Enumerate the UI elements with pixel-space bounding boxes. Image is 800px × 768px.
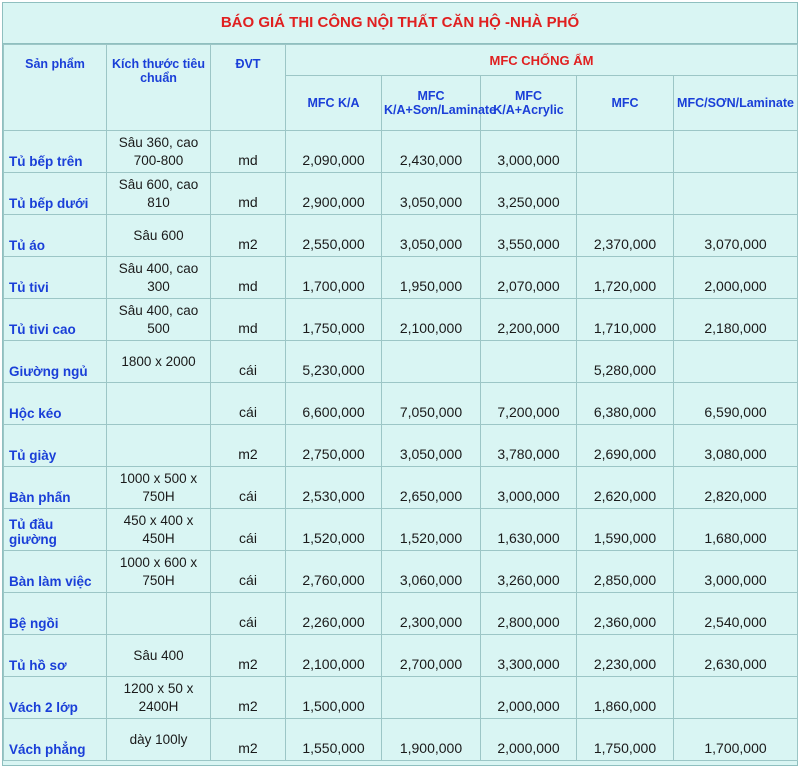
price-cell — [674, 677, 798, 719]
unit-cell: m2 — [211, 425, 286, 467]
price-cell: 2,360,000 — [577, 593, 674, 635]
price-cell: 2,620,000 — [577, 467, 674, 509]
header-col-2: MFC K/A+Sơn/Laminate — [382, 76, 481, 131]
size-cell: Sâu 400, cao 300 — [107, 257, 211, 299]
price-cell: 6,590,000 — [674, 383, 798, 425]
price-cell: 2,230,000 — [577, 635, 674, 677]
table-row — [4, 257, 798, 299]
header-col-3: MFC K/A+Acrylic — [481, 76, 577, 131]
price-cell: 2,650,000 — [382, 467, 481, 509]
price-cell — [481, 341, 577, 383]
unit-cell: cái — [211, 509, 286, 551]
price-cell: 2,430,000 — [382, 131, 481, 173]
price-cell: 3,000,000 — [481, 467, 577, 509]
product-name-cell: Tủ hồ sơ — [4, 635, 107, 677]
price-cell: 1,950,000 — [382, 257, 481, 299]
price-cell: 3,550,000 — [481, 215, 577, 257]
price-cell: 3,050,000 — [382, 425, 481, 467]
price-cell — [577, 173, 674, 215]
price-cell: 2,540,000 — [674, 593, 798, 635]
price-cell: 7,200,000 — [481, 383, 577, 425]
page-title: BÁO GIÁ THI CÔNG NỘI THẤT CĂN HỘ -NHÀ PHỐ — [3, 3, 797, 44]
price-cell: 2,180,000 — [674, 299, 798, 341]
price-cell: 5,280,000 — [577, 341, 674, 383]
product-name-cell: Tủ tivi — [4, 257, 107, 299]
price-cell: 2,530,000 — [286, 467, 382, 509]
unit-cell: m2 — [211, 719, 286, 761]
price-cell: 2,690,000 — [577, 425, 674, 467]
price-sheet — [2, 2, 798, 766]
price-cell: 3,050,000 — [382, 215, 481, 257]
price-cell — [382, 677, 481, 719]
price-cell: 2,000,000 — [481, 719, 577, 761]
unit-cell: cái — [211, 341, 286, 383]
product-name-cell: Giường ngủ — [4, 341, 107, 383]
size-cell: Sâu 400, cao 500 — [107, 299, 211, 341]
unit-cell: m2 — [211, 215, 286, 257]
unit-cell: md — [211, 257, 286, 299]
price-cell: 1,520,000 — [286, 509, 382, 551]
price-cell: 3,070,000 — [674, 215, 798, 257]
price-table — [3, 44, 798, 761]
size-cell: 1800 x 2000 — [107, 341, 211, 383]
size-cell: 1000 x 600 x 750H — [107, 551, 211, 593]
price-cell: 2,900,000 — [286, 173, 382, 215]
product-name-cell: Tủ áo — [4, 215, 107, 257]
price-cell: 3,260,000 — [481, 551, 577, 593]
product-name-cell: Tủ bếp trên — [4, 131, 107, 173]
price-cell: 1,520,000 — [382, 509, 481, 551]
unit-cell: md — [211, 131, 286, 173]
price-cell: 1,900,000 — [382, 719, 481, 761]
price-cell: 2,090,000 — [286, 131, 382, 173]
table-row — [4, 173, 798, 215]
price-cell: 2,800,000 — [481, 593, 577, 635]
price-cell: 3,000,000 — [481, 131, 577, 173]
price-cell: 2,550,000 — [286, 215, 382, 257]
price-cell: 2,850,000 — [577, 551, 674, 593]
size-cell — [107, 425, 211, 467]
product-name-cell: Tủ giày — [4, 425, 107, 467]
unit-cell: cái — [211, 467, 286, 509]
product-name-cell: Bàn phấn — [4, 467, 107, 509]
price-cell: 2,370,000 — [577, 215, 674, 257]
product-name-cell: Vách 2 lớp — [4, 677, 107, 719]
header-col-1: MFC K/A — [286, 76, 382, 131]
unit-cell: md — [211, 173, 286, 215]
price-cell: 1,700,000 — [674, 719, 798, 761]
price-cell — [674, 341, 798, 383]
table-row — [4, 341, 798, 383]
price-cell: 2,630,000 — [674, 635, 798, 677]
unit-cell: cái — [211, 551, 286, 593]
price-cell: 7,050,000 — [382, 383, 481, 425]
price-cell: 5,230,000 — [286, 341, 382, 383]
price-cell: 1,590,000 — [577, 509, 674, 551]
price-cell — [674, 131, 798, 173]
table-row — [4, 509, 798, 551]
size-cell — [107, 593, 211, 635]
price-cell: 1,750,000 — [577, 719, 674, 761]
price-cell: 1,750,000 — [286, 299, 382, 341]
price-cell: 2,100,000 — [382, 299, 481, 341]
price-cell — [577, 131, 674, 173]
product-name-cell: Tủ đầu giường — [4, 509, 107, 551]
size-cell — [107, 383, 211, 425]
size-cell: Sâu 600, cao 810 — [107, 173, 211, 215]
price-cell: 2,750,000 — [286, 425, 382, 467]
header-col-4: MFC — [577, 76, 674, 131]
price-cell: 3,300,000 — [481, 635, 577, 677]
size-cell: 1000 x 500 x 750H — [107, 467, 211, 509]
price-cell: 6,600,000 — [286, 383, 382, 425]
price-cell: 1,710,000 — [577, 299, 674, 341]
product-name-cell: Hộc kéo — [4, 383, 107, 425]
product-name-cell: Vách phẳng — [4, 719, 107, 761]
price-cell — [674, 173, 798, 215]
price-cell: 2,070,000 — [481, 257, 577, 299]
unit-cell: cái — [211, 383, 286, 425]
price-cell: 3,250,000 — [481, 173, 577, 215]
price-cell: 1,700,000 — [286, 257, 382, 299]
price-cell: 1,680,000 — [674, 509, 798, 551]
price-cell: 3,080,000 — [674, 425, 798, 467]
price-cell: 3,780,000 — [481, 425, 577, 467]
price-cell: 2,300,000 — [382, 593, 481, 635]
unit-cell: m2 — [211, 635, 286, 677]
header-unit: ĐVT — [211, 45, 286, 131]
table-body — [4, 131, 798, 761]
price-cell: 2,820,000 — [674, 467, 798, 509]
unit-cell: md — [211, 299, 286, 341]
size-cell: 450 x 400 x 450H — [107, 509, 211, 551]
price-cell: 2,260,000 — [286, 593, 382, 635]
unit-cell: m2 — [211, 677, 286, 719]
header-product: Sản phẩm — [4, 45, 107, 131]
table-row — [4, 593, 798, 635]
table-row — [4, 551, 798, 593]
product-name-cell: Bàn làm việc — [4, 551, 107, 593]
table-row — [4, 719, 798, 761]
price-cell: 2,000,000 — [481, 677, 577, 719]
table-row — [4, 425, 798, 467]
price-cell: 1,550,000 — [286, 719, 382, 761]
product-name-cell: Bệ ngồi — [4, 593, 107, 635]
price-cell: 2,100,000 — [286, 635, 382, 677]
table-row — [4, 215, 798, 257]
table-row — [4, 299, 798, 341]
price-cell: 2,760,000 — [286, 551, 382, 593]
table-row — [4, 635, 798, 677]
price-cell: 3,000,000 — [674, 551, 798, 593]
price-cell: 1,720,000 — [577, 257, 674, 299]
price-cell: 2,000,000 — [674, 257, 798, 299]
price-cell: 1,500,000 — [286, 677, 382, 719]
price-cell: 6,380,000 — [577, 383, 674, 425]
header-size: Kích thước tiêu chuẩn — [107, 45, 211, 131]
table-row — [4, 677, 798, 719]
size-cell: Sâu 360, cao 700-800 — [107, 131, 211, 173]
price-cell: 3,060,000 — [382, 551, 481, 593]
table-row — [4, 467, 798, 509]
size-cell: Sâu 600 — [107, 215, 211, 257]
table-row — [4, 131, 798, 173]
header-col-5: MFC/SƠN/Laminate — [674, 76, 798, 131]
price-cell — [382, 341, 481, 383]
price-cell: 2,700,000 — [382, 635, 481, 677]
size-cell: dày 100ly — [107, 719, 211, 761]
header-group: MFC CHỐNG ẨM — [286, 45, 798, 76]
table-row — [4, 383, 798, 425]
unit-cell: cái — [211, 593, 286, 635]
price-cell: 2,200,000 — [481, 299, 577, 341]
price-cell: 3,050,000 — [382, 173, 481, 215]
price-cell: 1,860,000 — [577, 677, 674, 719]
size-cell: 1200 x 50 x 2400H — [107, 677, 211, 719]
product-name-cell: Tủ tivi cao — [4, 299, 107, 341]
size-cell: Sâu 400 — [107, 635, 211, 677]
product-name-cell: Tủ bếp dưới — [4, 173, 107, 215]
price-cell: 1,630,000 — [481, 509, 577, 551]
